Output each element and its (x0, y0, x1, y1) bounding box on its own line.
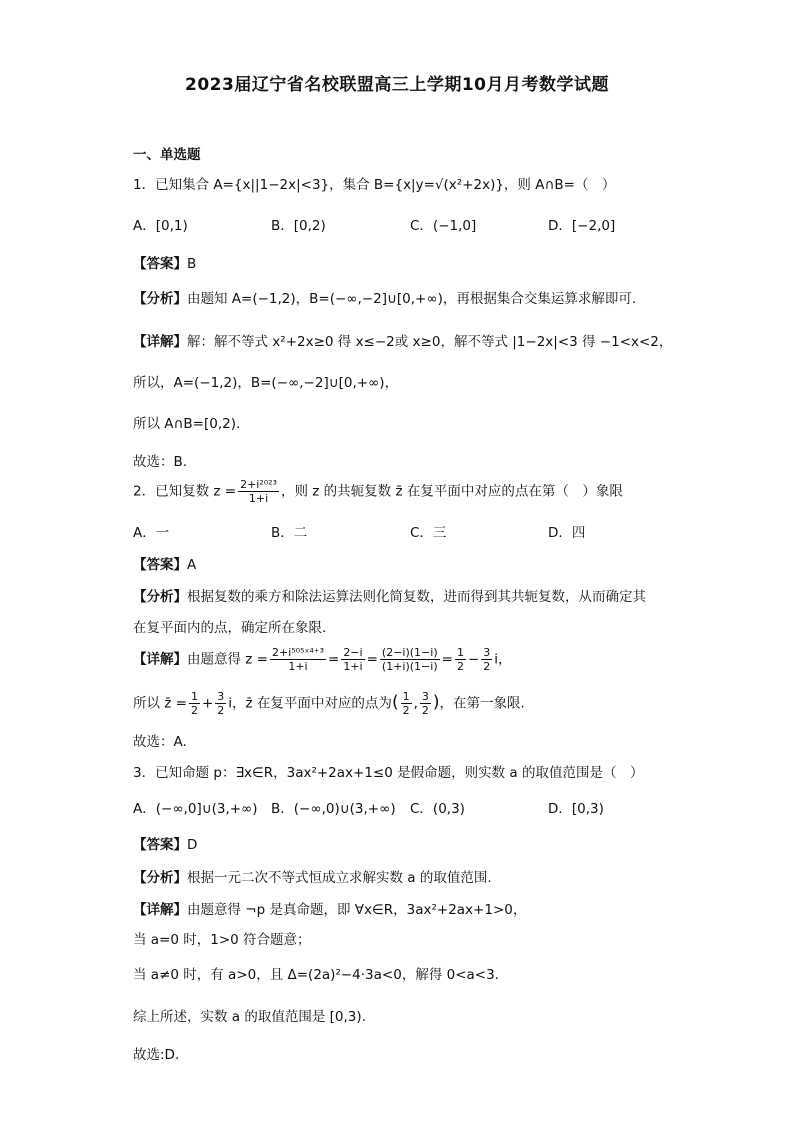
q1-option-c: C．(−1,0] (410, 218, 477, 234)
q1-line-2: 所以，A=(−1,2)，B=(−∞,−2]∪[0,+∞)， (133, 375, 399, 391)
detail-text: 由题意得 ¬p 是真命题，即 ∀x∈R，3ax²+2ax+1>0， (187, 902, 527, 918)
q2-detail: 【详解】由题意得 z = $\frac{\text{2+i⁵⁰⁵ˣ⁴⁺³}}{1+i}$ = $\frac{2-i}{1+i}$ = $\frac{(2-i)(1-i)}{(1+i)(1-i)}$ = $\frac{1}{2}$ − $\frac{3}{2}$ i， (133, 646, 512, 673)
detail-tag: 【详解】 (133, 902, 187, 918)
q1-stem: 1．已知集合 A={x||1−2x|<3}，集合 B={x|y=√(x²+2x)}，则 A∩B=（ ） (133, 177, 616, 193)
detail-post: i， (494, 651, 512, 668)
q3-option-a: A．(−∞,0]∪(3,+∞) (133, 801, 258, 817)
fraction-numerator: 1 (456, 646, 464, 659)
q3-line-5: 故选:D. (133, 1047, 180, 1063)
q3-line-4: 综上所述，实数 a 的取值范围是 [0,3). (133, 1009, 366, 1025)
q1-analysis (133, 290, 636, 308)
q2-option-b: B．二 (271, 525, 308, 541)
fraction-numerator: 3 (217, 690, 225, 703)
detail-tag: 【详解】 (133, 334, 187, 350)
fraction-numerator: 3 (483, 646, 491, 659)
analysis-text: 由题知 A=(−1,2)，B=(−∞,−2]∪[0,+∞)，再根据集合交集运算求解即可. (187, 291, 637, 307)
frac-4 (455, 646, 466, 673)
frac-h1 (401, 690, 412, 717)
q3-stem: 3．已知命题 p：∃x∈R，3ax²+2ax+1≤0 是假命题，则实数 a 的取值范围是（ ） (133, 765, 644, 781)
q1-line-4: 故选：B. (133, 454, 188, 470)
q3-line-2: 当 a=0 时，1>0 符合题意； (133, 932, 311, 948)
q3-detail (133, 901, 526, 919)
line-mid: i，z̄ 在复平面中对应的点为 (228, 695, 392, 712)
frac-2 (341, 646, 364, 673)
q2-stem (133, 478, 623, 505)
q2-stem-post: ，则 z 的共轭复数 z̄ 在复平面中对应的点在第（ ）象限 (281, 483, 623, 500)
analysis-text: 根据复数的乘方和除法运算法则化简复数，进而得到其共轭复数，从而确定其 (187, 589, 646, 605)
line-pre: 所以 z̄ = (133, 695, 187, 712)
answer-tag: 【答案】 (133, 837, 187, 853)
answer-value: D (187, 837, 198, 853)
answer-tag: 【答案】 (133, 256, 187, 272)
answer-value: B (187, 256, 197, 272)
fraction-denominator: 1+i (248, 492, 269, 505)
analysis-tag: 【分析】 (133, 870, 187, 886)
fraction-denominator: 1+i (288, 660, 308, 673)
frac-3 (380, 646, 440, 673)
q1-answer (133, 255, 196, 273)
q3-line-3: 当 a≠0 时，有 a>0，且 Δ=(2a)²−4·3a<0，解得 0<a<3. (133, 967, 499, 983)
section-heading: 一、单选题 (133, 147, 201, 163)
fraction-numerator: 2+i⁵⁰⁵ˣ⁴⁺³ (271, 646, 324, 659)
q2-stem-pre: 2．已知复数 z = (133, 483, 237, 500)
line-post: ，在第一象限. (439, 695, 525, 712)
fraction-denominator: 1+i (343, 660, 363, 673)
q2-analysis (133, 588, 646, 606)
detail-text: 解：解不等式 x²+2x≥0 得 x≤−2或 x≥0，解不等式 |1−2x|<3 得 −1<x<2， (187, 334, 673, 350)
analysis-text: 根据一元二次不等式恒成立求解实数 a 的取值范围. (187, 870, 492, 886)
q3-option-d: D．[0,3) (548, 801, 604, 817)
q1-option-d: D．[−2,0] (548, 218, 616, 234)
fraction-numerator: 1 (190, 690, 198, 703)
frac-1 (270, 646, 326, 673)
detail-tag: 【详解】 (133, 651, 187, 668)
q2-line-2: 所以 z̄ = $\frac{1}{2}$ + $\frac{3}{2}$ i，z̄ 在复平面中对应的点为( $\frac{1}{2}$ , $\frac{3}{2}$ )，在第一象限. (133, 690, 525, 717)
fraction-numerator: 2+i²⁰²³ (240, 478, 277, 491)
frac-5 (481, 646, 492, 673)
answer-tag: 【答案】 (133, 557, 187, 573)
fraction-denominator: 2 (190, 704, 198, 717)
page-title: 2023届辽宁省名校联盟高三上学期10月月考数学试题 (185, 75, 609, 95)
q2-option-a: A．一 (133, 525, 170, 541)
fraction-numerator: 1 (402, 690, 410, 703)
q2-answer (133, 556, 196, 574)
fraction-denominator: 2 (456, 660, 464, 673)
q3-option-c: C．(0,3) (410, 801, 465, 817)
analysis-tag: 【分析】 (133, 589, 187, 605)
q3-analysis (133, 869, 492, 887)
q3-answer (133, 836, 197, 854)
answer-value: A (187, 557, 197, 573)
fraction-denominator: 2 (483, 660, 491, 673)
q2-option-c: C．三 (410, 525, 447, 541)
fraction-numerator: (2−i)(1−i) (381, 646, 438, 659)
q3-option-b: B．(−∞,0)∪(3,+∞) (271, 801, 396, 817)
q1-option-b: B．[0,2) (271, 218, 326, 234)
q2-option-d: D．四 (548, 525, 586, 541)
q1-detail (133, 333, 672, 351)
fraction-numerator: 2−i (343, 646, 363, 659)
fraction-denominator: 2 (217, 704, 225, 717)
fraction-denominator: 2 (402, 704, 410, 717)
frac-g2 (215, 690, 226, 717)
frac-g1 (189, 690, 200, 717)
q1-line-3: 所以 A∩B=[0,2). (133, 416, 241, 432)
q2-analysis-cont: 在复平面内的点，确定所在象限. (133, 620, 327, 636)
frac-h2 (420, 690, 431, 717)
q1-option-a: A．[0,1) (133, 218, 188, 234)
q2-line-3: 故选：A. (133, 734, 187, 750)
q2-stem-fraction (238, 478, 279, 505)
fraction-numerator: 3 (421, 690, 429, 703)
detail-pre: 由题意得 z = (187, 651, 268, 668)
fraction-denominator: 2 (421, 704, 429, 717)
fraction-denominator: (1+i)(1−i) (381, 660, 438, 673)
analysis-tag: 【分析】 (133, 291, 187, 307)
